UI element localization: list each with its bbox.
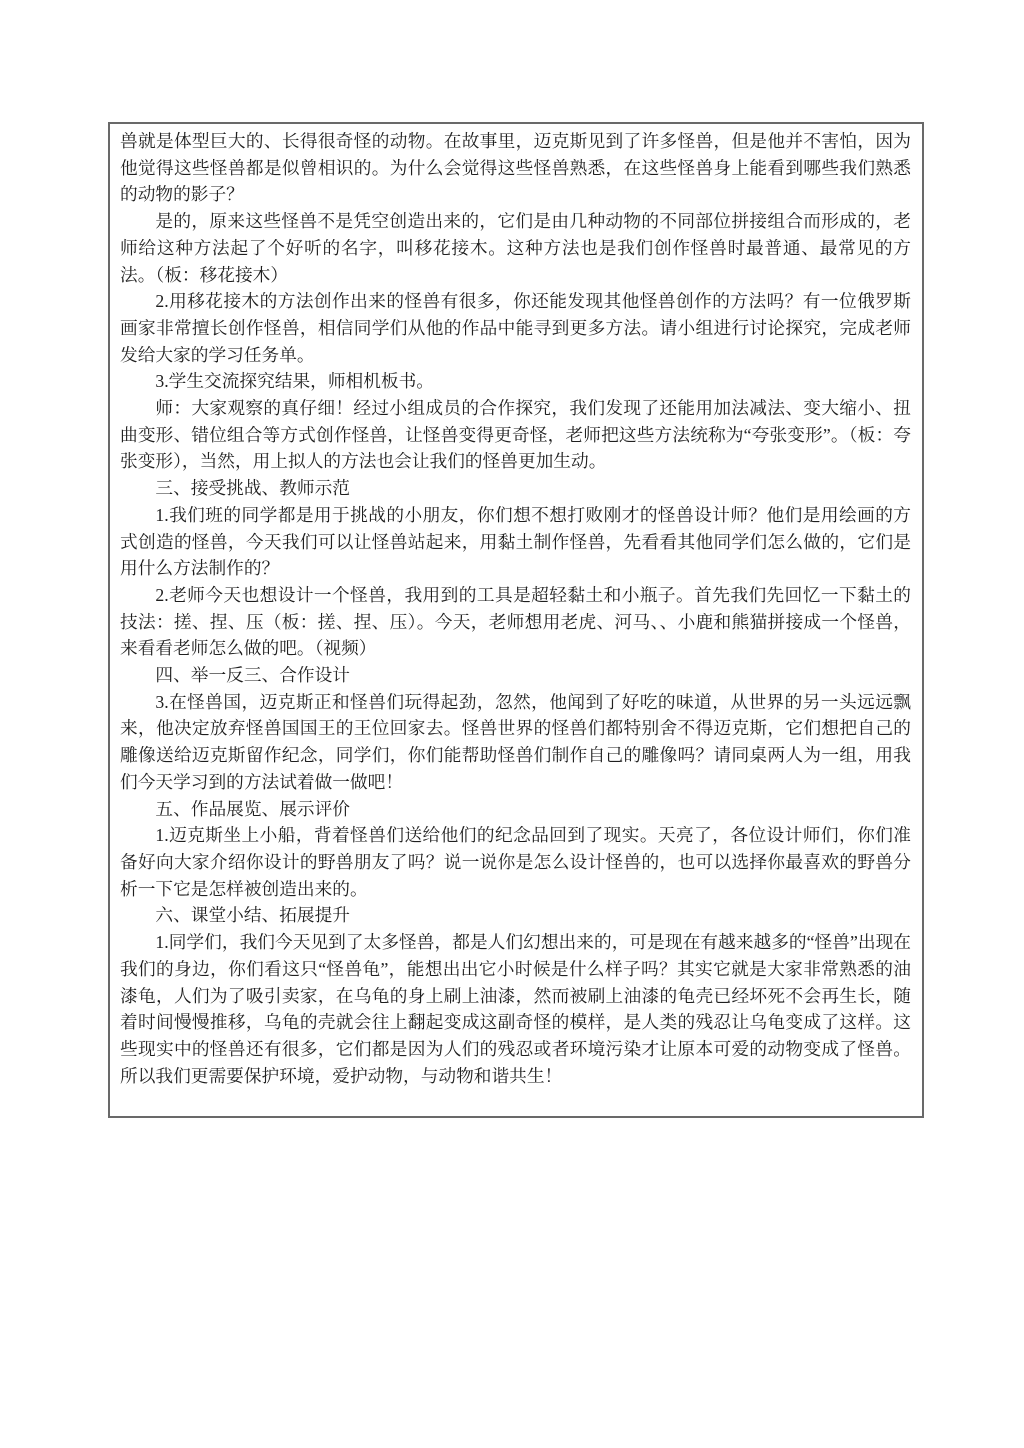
- section-heading: 三、接受挑战、教师示范: [155, 478, 350, 499]
- paragraph: 1.我们班的同学都是用于挑战的小朋友，你们想不想打败刚才的怪兽设计师？他们是用绘画的方式创造的怪兽，今天我们可以让怪兽站起来，用黏土制作怪兽，先看看其他同学们怎么做的，它们是用什么方法制作的？: [120, 504, 911, 579]
- paragraph: 2.用移花接木的方法创作出来的怪兽有很多，你还能发现其他怪兽创作的方法吗？有一位俄罗斯画家非常擅长创作怪兽，相信同学们从他的作品中能寻到更多方法。请小组进行讨论探究，完成老师发给大家的学习任务单。: [120, 291, 911, 365]
- section-heading: 四、举一反三、合作设计: [155, 665, 350, 686]
- paragraph: 是的，原来这些怪兽不是凭空创造出来的，它们是由几种动物的不同部位拼接组合而形成的，老师给这种方法起了个好听的名字，叫移花接木。这种方法也是我们创作怪兽时最普通、最常见的方法。（板：移花接木）: [120, 211, 911, 285]
- paragraph: 1.迈克斯坐上小船，背着怪兽们送给他们的纪念品回到了现实。天亮了，各位设计师们，你们准备好向大家介绍你设计的野兽朋友了吗？说一说你是怎么设计怪兽的，也可以选择你最喜欢的野兽分析一下它是怎样被创造出来的。: [120, 825, 911, 899]
- section-heading: 五、作品展览、展示评价: [155, 798, 350, 819]
- lesson-plan-table-cell: [108, 122, 924, 1118]
- paragraph: 3.在怪兽国，迈克斯正和怪兽们玩得起劲，忽然，他闻到了好吃的味道，从世界的另一头远远飘来，他决定放弃怪兽国国王的王位回家去。怪兽世界的怪兽们都特别舍不得迈克斯，它们想把自己的雕像送给迈克斯留作纪念，同学们，你们能帮助怪兽们制作自己的雕像吗？请同桌两人为一组，用我们今天学习到的方法试着做一做吧！: [120, 691, 911, 792]
- section-heading: 六、课堂小结、拓展提升: [155, 905, 350, 926]
- paragraph: 2.老师今天也想设计一个怪兽，我用到的工具是超轻黏土和小瓶子。首先我们先回忆一下黏土的技法：搓、捏、压（板：搓、捏、压）。今天，老师想用老虎、河马、、小鹿和熊猫拼接成一个怪兽，来看看老师怎么做的吧。（视频）: [120, 584, 911, 659]
- paragraph: 1.同学们，我们今天见到了太多怪兽，都是人们幻想出来的，可是现在有越来越多的“怪兽”出现在我们的身边，你们看这只“怪兽龟”，能想出出它小时候是什么样子吗？其实它就是大家非常熟悉的油漆龟，人们为了吸引卖家，在乌龟的身上刷上油漆，然而被刷上油漆的龟壳已经坏死不会再生长，随着时间慢慢推移，乌龟的壳就会往上翻起变成这副奇怪的模样，是人类的残忍让乌龟变成了这样。这些现实中的怪兽还有很多，它们都是因为人们的残忍或者环境污染才让原本可爱的动物变成了怪兽。所以我们更需要保护环境，爱护动物，与动物和谐共生！: [120, 932, 911, 1086]
- paragraph: 师：大家观察的真仔细！经过小组成员的合作探究，我们发现了还能用加法减法、变大缩小、扭曲变形、错位组合等方式创作怪兽，让怪兽变得更奇怪，老师把这些方法统称为“夸张变形”。（板：夸张变形），当然，用上拟人的方法也会让我们的怪兽更加生动。: [120, 398, 911, 472]
- paragraph: 兽就是体型巨大的、长得很奇怪的动物。在故事里，迈克斯见到了许多怪兽，但是他并不害怕，因为他觉得这些怪兽都是似曾相识的。为什么会觉得这些怪兽熟悉，在这些怪兽身上能看到哪些我们熟悉的动物的影子？: [120, 131, 911, 205]
- lesson-plan-text: [120, 128, 911, 1089]
- paragraph: 3.学生交流探究结果，师相机板书。: [155, 371, 434, 392]
